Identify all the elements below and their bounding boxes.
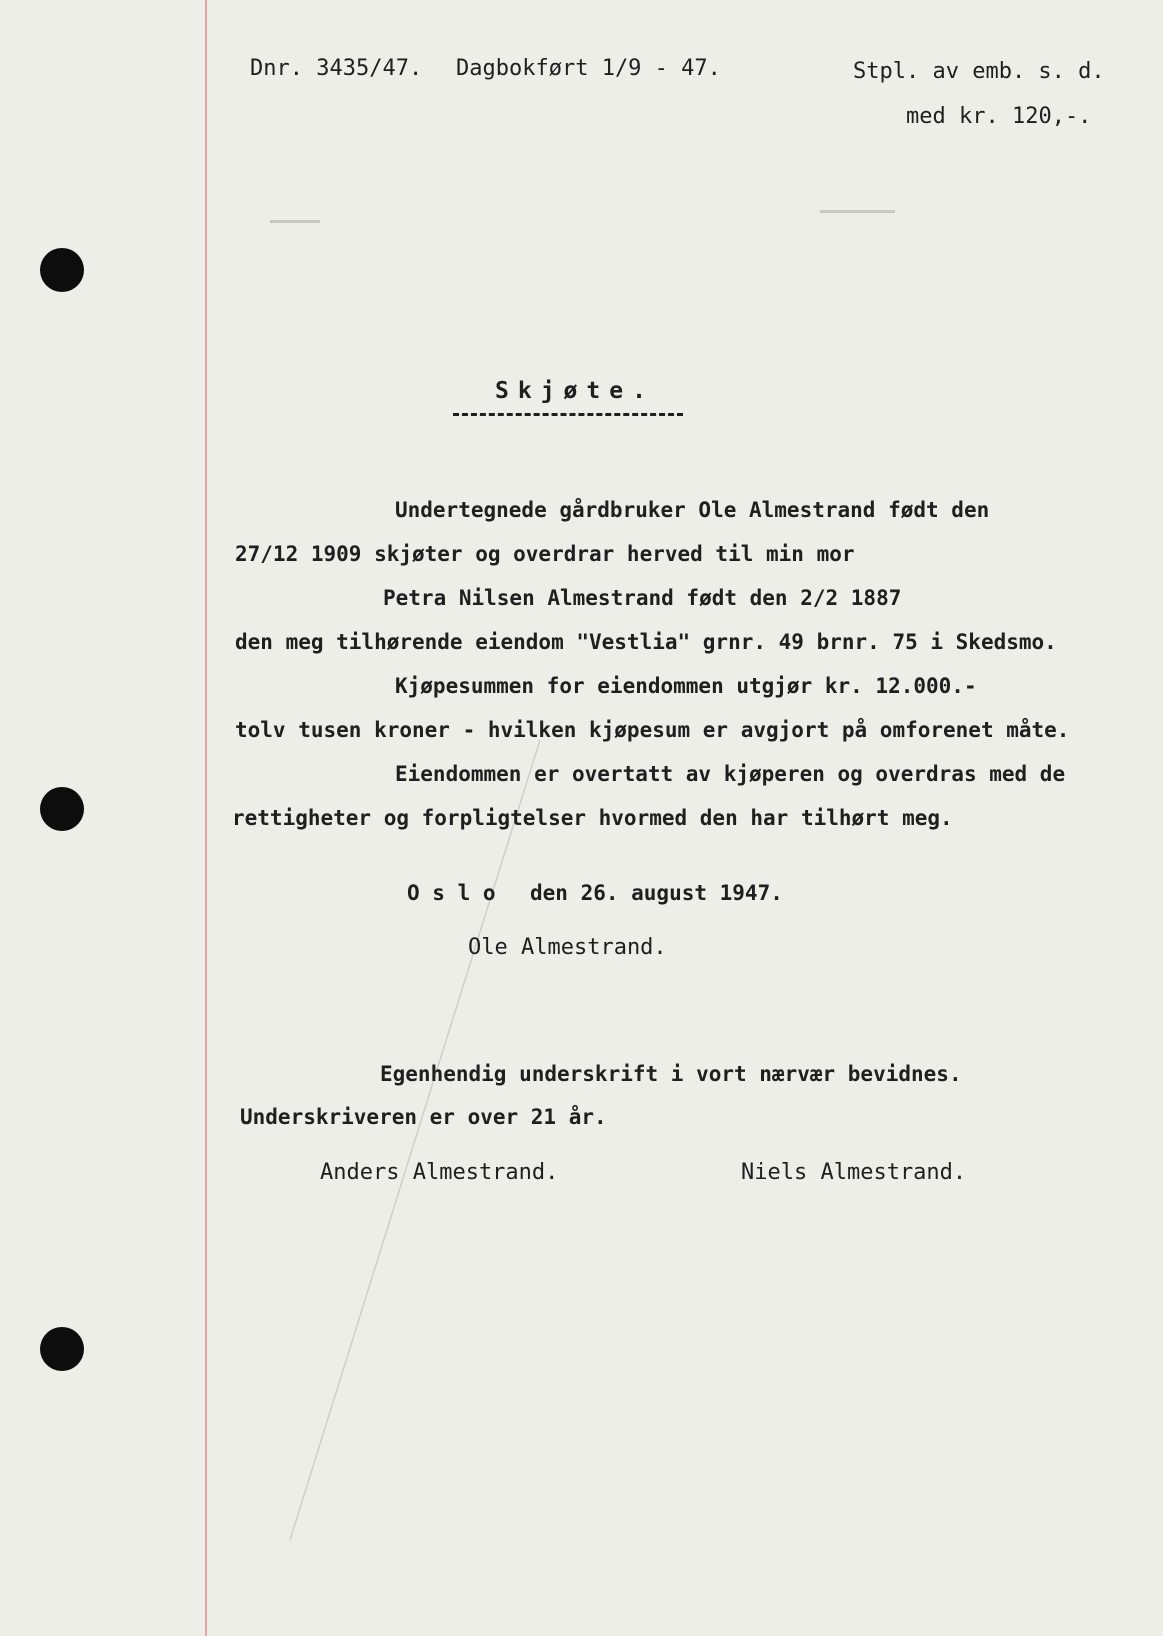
witness-2-name: Niels Almestrand. [741, 1160, 967, 1185]
witness-statement: Egenhendig underskrift i vort nærvær bevidnes. [380, 1062, 962, 1086]
body-line: Petra Nilsen Almestrand født den 2/2 1887 [383, 586, 902, 610]
place-city: O s l o [407, 881, 496, 905]
body-line: Undertegnede gårdbruker Ole Almestrand født den [395, 498, 990, 522]
body-line: rettigheter og forpligtelser hvormed den har tilhørt meg. [232, 806, 953, 830]
title-underline [453, 413, 683, 416]
signer-name: Ole Almestrand. [468, 935, 667, 960]
document-title: Skjøte. [495, 378, 655, 404]
dagbok-date: Dagbokført 1/9 - 47. [456, 56, 721, 81]
body-line: tolv tusen kroner - hvilken kjøpesum er avgjort på omforenet måte. [235, 718, 1070, 742]
body-line: Eiendommen er overtatt av kjøperen og overdras med de [395, 762, 1066, 786]
dnr-number: Dnr. 3435/47. [250, 56, 423, 81]
body-line: Kjøpesummen for eiendommen utgjør kr. 12.000.- [395, 674, 977, 698]
stamp-amount: med kr. 120,-. [906, 104, 1092, 129]
place-date: den 26. august 1947. [530, 881, 783, 905]
witness-1-name: Anders Almestrand. [320, 1160, 559, 1185]
body-line: den meg tilhørende eiendom "Vestlia" grnr. 49 brnr. 75 i Skedsmo. [235, 630, 1057, 654]
body-line: 27/12 1909 skjøter og overdrar herved til min mor [235, 542, 855, 566]
age-statement: Underskriveren er over 21 år. [240, 1105, 607, 1129]
stamp-note: Stpl. av emb. s. d. [853, 59, 1105, 84]
